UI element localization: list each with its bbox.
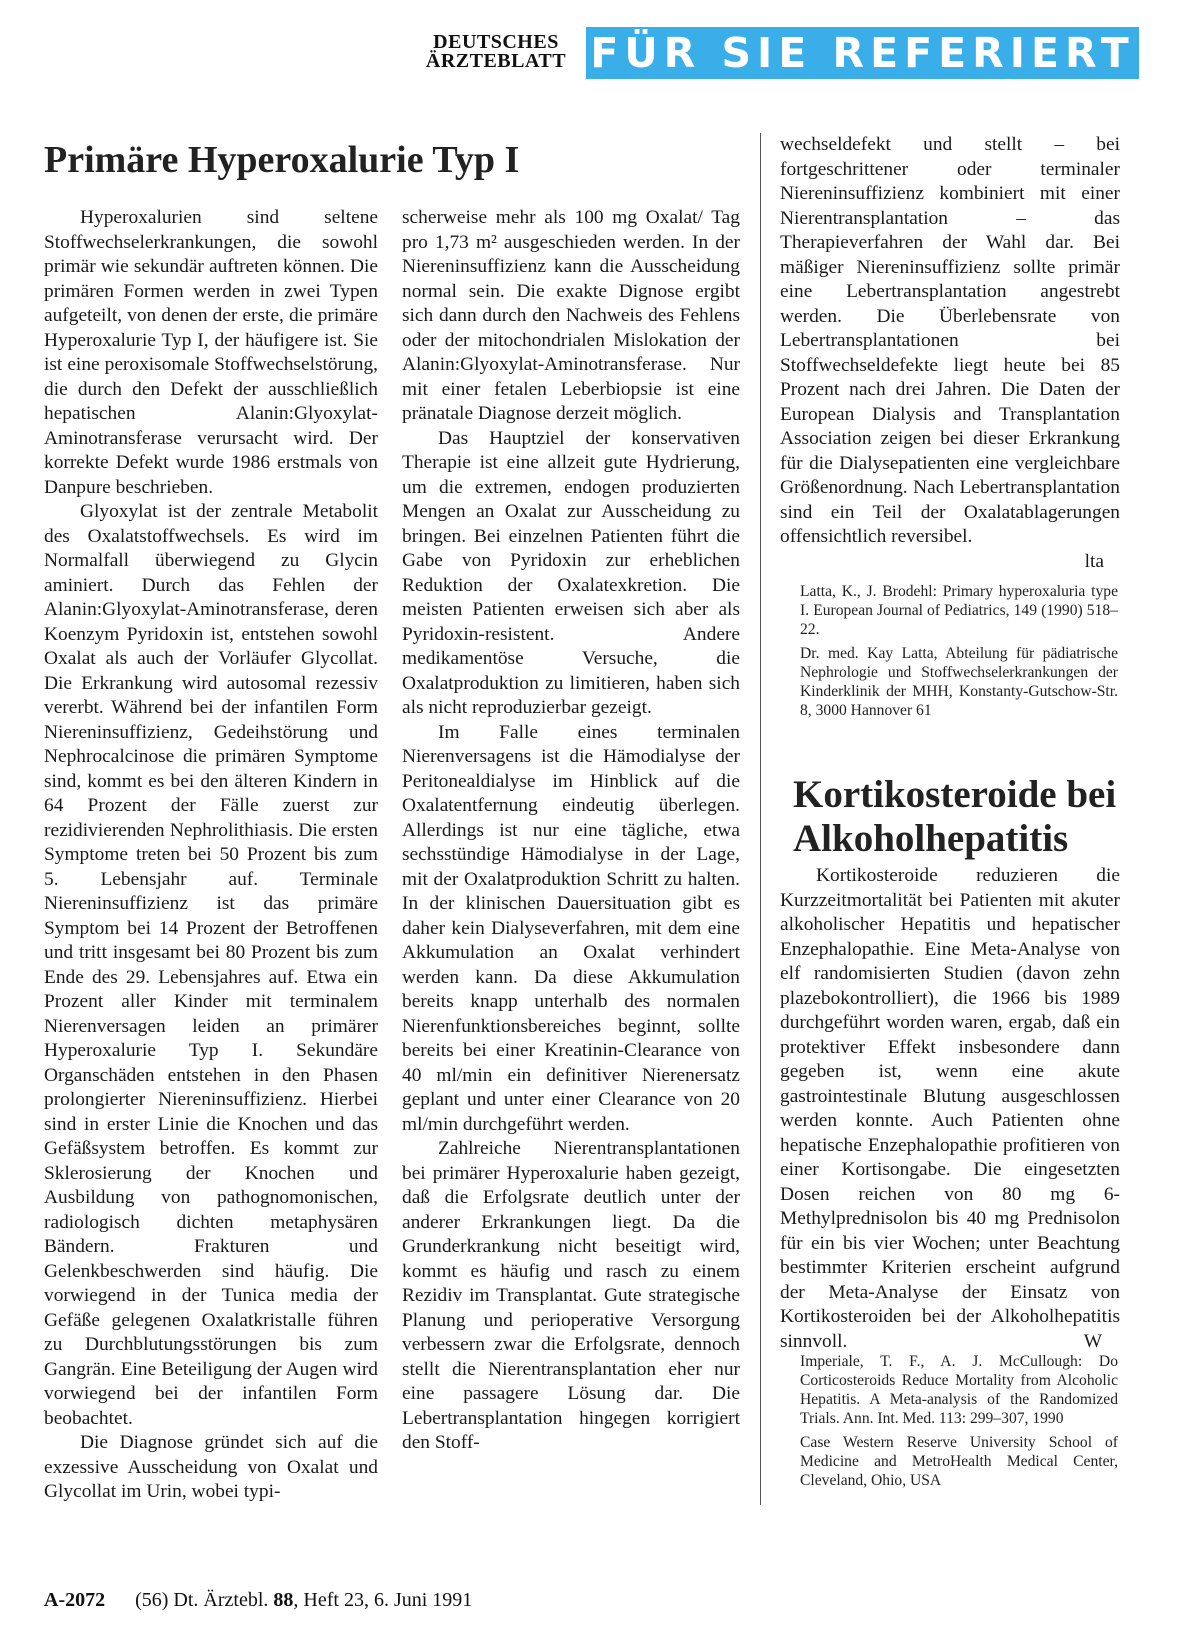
- citation-suffix: , Heft 23, 6. Juni 1991: [293, 1589, 473, 1611]
- article1-column-2: [402, 206, 740, 1456]
- reference-address: Dr. med. Kay Latta, Abteilung für pädiatrische Nephrologie und Stoffwechselerkrankungen der Kinderklinik der MHH, Konstanty-Gutschow-Str. 8, 3000 Hannover 61: [800, 645, 1118, 719]
- article2-references: [800, 1352, 1118, 1495]
- paragraph: Hyperoxalurien sind seltene Stoffwechselerkrankungen, die sowohl primär wie sekundär auftreten können. Die primären Formen werden in zwei Typen aufgeteilt, von denen der erste, die primäre Hyperoxalurie Typ I, der häufigere ist. Sie ist eine peroxisomale Stoffwechselstörung, die durch den Defekt der ausschließlich hepatischen Alanin:Glyoxylat-Aminotransferase verursacht wird. Der korrekte Defekt wurde 1986 erstmals von Danpure beschrieben.: [44, 207, 378, 498]
- volume-number: 88: [273, 1589, 294, 1611]
- author-signature: W: [1083, 1330, 1102, 1352]
- paragraph: scherweise mehr als 100 mg Oxalat/ Tag pro 1,73 m² ausgeschieden werden. In der Niereninsuffizienz kann die Ausscheidung normal sein. Die exakte Dignose ergibt sich dann durch den Nachweis des Fehlens oder der mitochondrialen Mislokation der Alanin:Glyoxylat-Aminotransferase. Nur mit einer fetalen Leberbiopsie ist eine pränatale Diagnose derzeit möglich.: [402, 207, 740, 424]
- paragraph: Glyoxylat ist der zentrale Metabolit des Oxalatstoffwechsels. Es wird im Normalfall überwiegend zu Glycin aminiert. Durch das Fehlen der Alanin:Glyoxylat-Aminotransferase, deren Koenzym Pyridoxin ist, entstehen sowohl Oxalat als auch der Vorläufer Glycollat. Die Erkrankung wird autosomal rezessiv vererbt. Während bei der infantilen Form Niereninsuffizienz, Gedeihstörung und Nephrocalcinose die primären Symptome sind, kommt es bei den älteren Kindern in 64 Prozent der Fälle zuerst zur rezidivierenden Nephrolithiasis. Die ersten Symptome treten bei 50 Prozent bis zum 5. Lebensjahr auf. Terminale Niereninsuffizienz ist das primäre Symptom bei 14 Prozent der Betroffenen und tritt insgesamt bei 80 Prozent bis zum Ende des 29. Lebensjahres auf. Etwa ein Prozent aller Kinder mit terminalem Nierenversagen leiden an primärer Hyperoxalurie Typ I. Sekundäre Organschäden entstehen in den Phasen prolongierter Niereninsuffizienz. Hierbei sind in erster Linie die Knochen und das Gefäßsystem betroffen. Es kommt zur Sklerosierung der Knochen und Ausbildung von pathognomonischen, radiologisch dichten metaphysären Bändern. Frakturen und Gelenkbeschwerden sind häufig. Die vorwiegend in der Tunica media der Gefäße gelegenen Oxalatkristalle führen zu Durchblutungsstörungen bis zum Gangrän. Eine Beteiligung der Augen wird vorwiegend bei der infantilen Form beobachtet.: [44, 501, 378, 1429]
- article1-references: [800, 582, 1118, 725]
- article1-column-3: [780, 133, 1120, 574]
- article2-text: Kortikosteroide reduzieren die Kurzzeitmortalität bei Patienten mit akuter alkoholischer Hepatitis und hepatischer Enzephalopathie. Eine Meta-Analyse von elf randomisierten Studien (davon zehn plazebokontrolliert), die 1966 bis 1989 durchgeführt worden waren, ergab, daß ein protektiver Effekt insbesondere dann gegeben ist, wenn eine akute gastrointestinale Blutung ausgeschlossen werden konnte. Auch Patienten ohne hepatische Enzephalopathie profitieren von einer Kortisongabe. Die eingesetzten Dosen reichen von 80 mg 6-Methylprednisolon bis 40 mg Prednisolon für ein bis vier Wochen; unter Beachtung bestimmter Kriterien erscheint aufgrund der Meta-Analyse der Einsatz von Kortikosteroiden bei der Alkoholhepatitis sinnvoll.: [780, 865, 1120, 1352]
- paragraph: [780, 864, 1120, 1354]
- page-footer: [44, 1588, 472, 1612]
- author-signature: lta: [1084, 550, 1104, 572]
- reference-citation: Imperiale, T. F., A. J. McCullough: Do Corticosteroids Reduce Mortality from Alcoholic Hepatitis. A Meta-analysis of the Randomized Trials. Ann. Int. Med. 113: 299–307, 1990: [800, 1353, 1118, 1427]
- column-divider: [760, 133, 761, 1505]
- section-banner: FÜR SIE REFERIERT: [586, 27, 1139, 79]
- reference-citation: Latta, K., J. Brodehl: Primary hyperoxaluria type I. European Journal of Pediatrics, 149 (1990) 518–22.: [800, 583, 1118, 638]
- reference-address: Case Western Reserve University School of Medicine and MetroHealth Medical Center, Cleveland, Ohio, USA: [800, 1434, 1118, 1489]
- page-code: A-2072: [44, 1589, 106, 1611]
- article1-column-1: [44, 206, 378, 1505]
- logo-line1: DEUTSCHES: [433, 31, 559, 53]
- paragraph: Die Diagnose gründet sich auf die exzessive Ausscheidung von Oxalat und Glycollat im Urin, wobei typi-: [44, 1432, 378, 1502]
- paragraph: Das Hauptziel der konservativen Therapie ist eine allzeit gute Hydrierung, um die extremen, endogen produzierten Mengen an Oxalat zur Ausscheidung zu bringen. Bei einzelnen Patienten führt die Gabe von Pyridoxin zur erheblichen Reduktion der Oxalatexkretion. Die meisten Patienten erweisen sich aber als Pyridoxin-resistent. Andere medikamentöse Versuche, die Oxalatproduktion zu limitieren, haben sich als nicht reproduzierbar gezeigt.: [402, 427, 740, 718]
- journal-logo: [408, 33, 584, 71]
- article2-title: Kortikosteroide bei Alkoholhepatitis: [793, 773, 1117, 860]
- masthead: [408, 27, 1138, 79]
- paragraph: wechseldefekt und stellt – bei fortgeschrittener oder terminaler Niereninsuffizienz kombiniert mit einer Nierentransplantation – das Therapieverfahren der Wahl dar. Bei mäßiger Niereninsuffizienz sollte primär eine Lebertransplantation angestrebt werden. Die Überlebensrate von Lebertransplantationen bei Stoffwechseldefekte liegt heute bei 85 Prozent nach drei Jahren. Die Daten der European Dialysis and Transplantation Association zeigen bei dieser Erkrankung für die Dialysepatienten eine vergleichbare Größenordnung. Nach Lebertransplantation sind ein Teil der Oxalatablagerungen offensichtlich reversibel.: [780, 134, 1120, 547]
- logo-line2: ÄRZTEBLATT: [425, 50, 567, 72]
- article1-title: Primäre Hyperoxalurie Typ I: [44, 139, 520, 181]
- citation-prefix: (56) Dt. Ärztebl.: [135, 1589, 269, 1611]
- paragraph: Zahlreiche Nierentransplantationen bei primärer Hyperoxalurie haben gezeigt, daß die Erfolgsrate deutlich unter der anderer Erkrankungen liegt. Da die Grunderkrankung nicht beseitigt wird, kommt es häufig und rasch zu einem Rezidiv im Transplantat. Gute strategische Planung und perioperative Versorgung verbessern zwar die Erfolgsrate, dennoch stellt die Nierentransplantation eher nur eine passagere Lösung dar. Die Lebertransplantation hingegen korrigiert den Stoff-: [402, 1138, 740, 1453]
- article2-body: [780, 864, 1120, 1354]
- paragraph: Im Falle eines terminalen Nierenversagens ist die Hämodialyse der Peritonealdialyse im Hinblick auf die Oxalatentfernung eindeutig überlegen. Allerdings ist nur eine tägliche, etwa sechsstündige Hämodialyse in der Lage, mit der Oxalatproduktion Schritt zu halten. In der klinischen Dauersituation gibt es daher kein Dialyseverfahren, mit dem eine Akkumulation an Oxalat verhindert werden kann. Da diese Akkumulation bereits knapp unterhalb des normalen Nierenfunktionsbereiches beginnt, sollte bereits bei einer Kreatinin-Clearance von 40 ml/min ein definitiver Nierenersatz geplant und unter einer Clearance von 20 ml/min durchgeführt werden.: [402, 721, 740, 1135]
